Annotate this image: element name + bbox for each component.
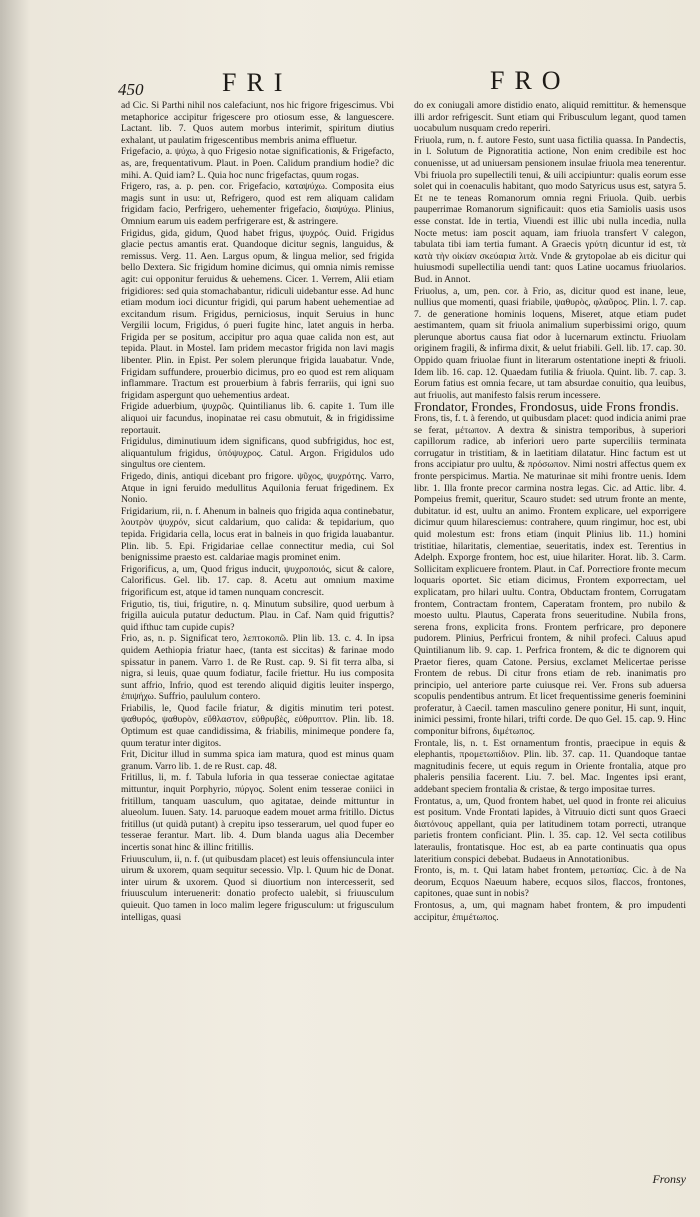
running-head-left: FRI	[222, 68, 293, 97]
entry-paragraph: Frigedo, dinis, antiqui dicebant pro frigore. ψῦχος, ψυχρότης. Varro, Atque in igni feruido medullitus Aquilonia feruat frigedinem. Ex Nonio.	[121, 471, 394, 506]
entry-paragraph: Frigorificus, a, um, Quod frigus inducit, ψυχροποιός, sicut & calore, Calorificus. Gel. lib. 17. cap. 8. Acetu aut omnium maxime frigorificum est, atque id tamen nunquam concrescit.	[121, 563, 394, 598]
entry-paragraph: Fronto, is, m. t. Qui latam habet frontem, μετωπίας. Cic. à de Na deorum, Ecquos Naeuum habere, ecquos silos, flaccos, frontones, capitones, quae sunt in nobis?	[414, 865, 686, 900]
entry-paragraph: do ex coniugali amore distidio enato, aliquid remittitur. & hemensque illi ardor refrigescit. Sunt etiam qui Fribusculum legant, quod tamen uocabulum nusquam credo reperiri.	[414, 100, 686, 135]
entry-headline: Frondator, Frondes, Frondosus, uide Frons frondis.	[414, 399, 679, 415]
entry-paragraph: Frigutio, tis, tiui, frigutire, n. q. Minutum subsilire, quod uerbum à frigilla auicula putatur deductum. Plau. in Caf. Nam quid friguttis? quid ifthuc tam cupide cupis?	[121, 598, 394, 633]
right-column	[414, 100, 686, 1180]
entry-paragraph: Frontosus, a, um, qui magnam habet frontem, & pro impudenti accipitur, ἐπιμέτωπος.	[414, 899, 686, 923]
entry-paragraph: Frigide aduerbium, ψυχρῶς. Quintilianus lib. 6. capite 1. Tum ille aliquoi uir facundus, inopinatae rei casu obmutuit, & in frigidissime reportauit.	[121, 401, 394, 436]
entry-paragraph: Frigefacio, a. ψύχω, à quo Frigesio notae significationis, & Frigefacto, as, are, frequentativum. Plaut. in Poen. Calidum prandium hodie? dic mihi. A. Quid iam? L. Quia hoc nunc frigefactas, quum rogas.	[121, 146, 394, 181]
page-number: 450	[118, 80, 144, 99]
entry-paragraph: ad Cic. Si Parthi nihil nos calefaciunt, nos hic frigore frigescimus. Vbi metaphorice accipitur frigescere pro otiosum esse, & languescere. Lactant. lib. 7. Quos autem morbus interimit, spiritum diutius exhalant, ut paulatim frigescentibus membris anima effluetur.	[121, 100, 394, 146]
entry-paragraph: Frons, tis, f. t. à ferendo, ut quibusdam placet: quod indicia animi prae se ferat, μέτωπον. A dextra & sinistra temporibus, à superiori capillorum radice, ab inferiori uero parte superciliis terminata corrugatur in tristitiam, & in laetitiam dilatatur. Hinc factum est ut frons accipiatur pro uultu, & πρόσωπον. Nimi nostri affectus quem ex fronte perspicimus. Martia. Ne maturinae sit mihi frontre uenis. Idem libr. 1. Illa fronte precor carmina nostra legas. Cic. ad Attic. libr. 4. Pompeius fremit, queritur, Scauro studet: sed utrum fronte an mente, dubitatur. id est, uultu an animo. Frontem explicare, uel exporrigere dicimur quum hilaresciemus: contrahere, quum ringimur, hoc est, ubi quid molestum est: frons etiam (inquit Plinius lib. 11.) homini tristitiae, hilaritatis, clementiae, seueritatis, index est. Terentius in Adelph. Exporge frontem, hoc est, uiue hilariter. Horat. lib. 3. Carm. Sollicitam explicuere frontem. Plaut. in Caf. Porrectiore fronte mecum loquaris oportet. Sic etiam dicimus, Frontem exporrectam, uel explicatam, pro hilari uultu. Contra, Obductam frontem, Corrugatam frontem, Contractam frontem, Caperatam frontem, pro nubilo & moesto uultu. Plautus, Caperata frons seueritudine. Nubila frons, serena frons, explicita frons. Frontem perfricare, pro deponere pudorem. Plinius, Perfricui frontem, & nihil profeci. Caluus apud Quintilianum lib. 9. cap. 1. Perfrica frontem, & dic te dignorem qui Praetor fieres, quam Catone. Persius, exclamet Melicertae perisse Frontem de rebus. Di citur frons etiam de reb. inanimatis pro principio, uel anteriore parte cuiusque rei. Ver. Frons sub aduersa scopulis pendentibus antrum. Et licet frequentissime generis foeminini proferatur, à Caecil. tamen masculino genere ponitur, Hi sunt, inquit, inimici pessimi, fronte hilari, trifti corde. De quo Gel. 15. cap. 9. Hinc componitur bifrons, διμέτωπος.	[414, 413, 686, 738]
page-header	[110, 62, 685, 102]
entry-paragraph: Fritillus, li, m. f. Tabula luforia in qua tesserae coniectae agitatae mittuntur, inquit Porphyrio, πύργος. Solent enim tesserae coniici in fritillum, tanquam uasculum, quo agitatae, deinde mittuntur in alueolum. Iuuen. Saty. 14. paruoque eadem mouet arma fritillo. Dictus fritillus (ut quidà putant) à crepitu ipso tesserarum, uel quod fuper eo tesserae ferantur. Mart. lib. 4. Dum blanda uagus alia December incertis sonat hinc & illinc fritillis.	[121, 772, 394, 853]
entry-paragraph: Friuusculum, ii, n. f. (ut quibusdam placet) est leuis offensiuncula inter uirum & uxorem, quam sequitur secessio. Vlp. l. Quum hic de Donat. inter uirum & uxorem. Quod si diuortium non intercesserit, sed friuusculum interuenerit: donatio profecto ualebit, si friuusculum quieuit. Quo tamen in loco malim legere frigusculum: ut frigusculum intelligas, quasi	[121, 853, 394, 923]
catchword: Fronsy	[652, 1172, 686, 1186]
entry-paragraph: Frigidulus, diminutiuum idem significans, quod subfrigidus, hoc est, aliquantulum frigidus, ὑπόψυχρος. Catul. Argon. Frigidulos udo singultus ore cientem.	[121, 436, 394, 471]
page-gutter-shadow	[0, 0, 30, 1217]
entry-paragraph: Frit, Dicitur illud in summa spica iam matura, quod est minus quam granum. Varro lib. 1. de re Rust. cap. 48.	[121, 749, 394, 772]
entry-paragraph: Friuolus, a, um, pen. cor. à Frio, as, dicitur quod est inane, leue, nullius que momenti, quasi friabile, ψαθυρὸς, φλαῦρος. Plin. l. 7. cap. 7. de generatione hominis loquens, Miseret, atque etiam pudet aestimantem, quam sit friuola animalium superbissimi origo, quum plerunque abortus causa fiat odor à lucernarum extinctu. Friuolam originem fragili, & infirma dixit, & uelut friabili. Gell. lib. 17. cap. 30. Oppido quam friuolae fiunt in literarum ostentatione inepti & friuoli. Idem lib. 16. cap. 12. Quaedam futilia & friuola. Quint. lib. 7. cap. 3. Eorum fatius est omnia fecare, ut tam absurdae conuitio, qua leuibus, aut friuolis, aut manifesto falsis rerum incessere.	[414, 285, 686, 401]
entry-paragraph: Frigero, ras, a. p. pen. cor. Frigefacio, καταψύχω. Composita eius magis sunt in usu: ut, Refrigero, quod est rem aliquam calidam frigidam facio, Perfrigero, uehementer frigefacio, διαψύχω. Plinius, Omnium earum uis eadem perfrigerare est, & astringere.	[121, 181, 394, 227]
entry-paragraph: Friabilis, le, Quod facile friatur, & digitis minutim teri potest. ψαθυρός, ψαθυρὸν, εὔθλαστον, εὐθρυβὲς, εὐθρυπτον. Plin. lib. 18. Optimum est quae candidissima, & friabilis, minimeque pondere fa, quum teratur inter digitos.	[121, 702, 394, 749]
entry-paragraph: Frio, as, n. p. Significat tero, λεπτοκοπῶ. Plin lib. 13. c. 4. In ipsa quidem Aethiopia friatur haec, (tanta est siccitas) & farinae modo spissatur in panem. Varro 1. de Re Rust. cap. 9. Si fit terra alba, si nigra, si leuis, quae quum fodiatur, facile friettur. Hu ius composita sunt affrio, Infrio, quod est terendo aliquid digitis leuiter inspergo, ἐπιψήχω. Suffrio, paululum contero.	[121, 633, 394, 703]
entry-paragraph: Friuola, rum, n. f. autore Festo, sunt uasa fictilia quassa. In Pandectis, in l. Solutum de Pignoratitia actione, Non enim credibile est hoc conuenisse, ut ad uniuersam pensionem insulae friuola mea tenerentur. Vbi friuola pro supellectili tenui, & uili accipiuntur: qualis eorum esse solet qui in coenaculis habitant, quo modo Satyricus usus est, satyra 5. Et ne te teneas Romanorum omnia regni Friuola. Quib. uerbis pauperrimae Romanorum significauit: quos etia Samiolis uasis usos esse constat. Ide in tertia, Viuendi est illic ubi nulla incedia, nulla Nocte metus: iam poscit aquam, iam friuola transfert V calegon, tabulata tibi iam tertia fumant. A Graecis γρύτη dicuntur id est, τὰ κατὰ τὴν οἰκίαν σκεύαρια λιτὰ. Vnde & grytopolae ab eis dicitur qui huiusmodi supellectilia uendi tant: quos Latine uocamus friuolarios. Bud. in Annot.	[414, 134, 686, 285]
entry-paragraph: Frontatus, a, um, Quod frontem habet, uel quod in fronte rei alicuius est positum. Vnde Frontati lapides, à Vitruuio dicti sunt quos Graeci διατόνους appellant, quia per latitudinem totam porrecti, utranque parietis frontem conficiant. Plin. l. 35. cap. 12. Vel secta cotilibus lateraulis, frontatisque. Hoc est, ab ea parte continuatis qua opus lateritium conspici debebat. Budaeus in Annotationibus.	[414, 795, 686, 865]
left-column	[121, 100, 394, 1180]
entry-paragraph: Frontale, lis, n. t. Est ornamentum frontis, praecipue in equis & elephantis, προμετωπίδιον. Plin. lib. 37. cap. 11. Quandoque tantae magnitudinis fecere, ut equis regum in Oriente frontalia, atque pro phaleris pensilia facerent. Liu. 7. bel. Mac. Ingentes ipsi erant, addebant speciem frontalia & cristae, & tergo impositae turres.	[414, 737, 686, 796]
running-head-right: FRO	[490, 66, 571, 95]
entry-paragraph: Frigidarium, rii, n. f. Ahenum in balneis quo frigida aqua continebatur, λουτρὸν ψυχρόν, sicut caldarium, quo calida: & tepidarium, quo tepida. Frigidaria cella, locus erat in balneis in quo frigida lauabantur. Plin. lib. 5. Epi. Frigidariae cellae connectitur media, cui Sol benignissime praesto est. caldariae magis prominet enim.	[121, 505, 394, 564]
entry-paragraph: Frigidus, gida, gidum, Quod habet frigus, ψυχρός. Ouid. Frigidus glacie pectus amantis erat. Quandoque dicitur segnis, languidus, & remissus. Verg. 11. Aen. Largus opum, & lingua melior, sed frigida bello Dextera. Sic frigidum homine dicimus, qui omnia nimis remisse agit: cui opponitur feruidus & uehemens. Cicer. 1. Verrem, Alii etiam frigidiores: sed quia stomachabantur, ridiculi uidebantur esse. Ad hunc etiam modum ioci dicuntur frigidi, qui parum habent uehementiae ad excitandum risum. Frigidus, perniciosus, inquit Seruius in hunc Vergilii locum, Frigidus, ó pueri fugite hinc, latet anguis in herba. Frigida per se positum, accipitur pro aqua quae calida non est, aut tepida. Plaut. in Mostel. Iam pridem mecastor frigida non lavi magis libenter. Plin. in Epist. Per solem plerunque frigida lauabatur. Vnde, Frigidam suffundere, prouerbio dicimus, pro eo quod est rem aliquam inflammare. Tractum est prouerbium à fabris ferrariis, qui igni suo frigidam aspergunt quo uehementius ardeat.	[121, 227, 394, 401]
